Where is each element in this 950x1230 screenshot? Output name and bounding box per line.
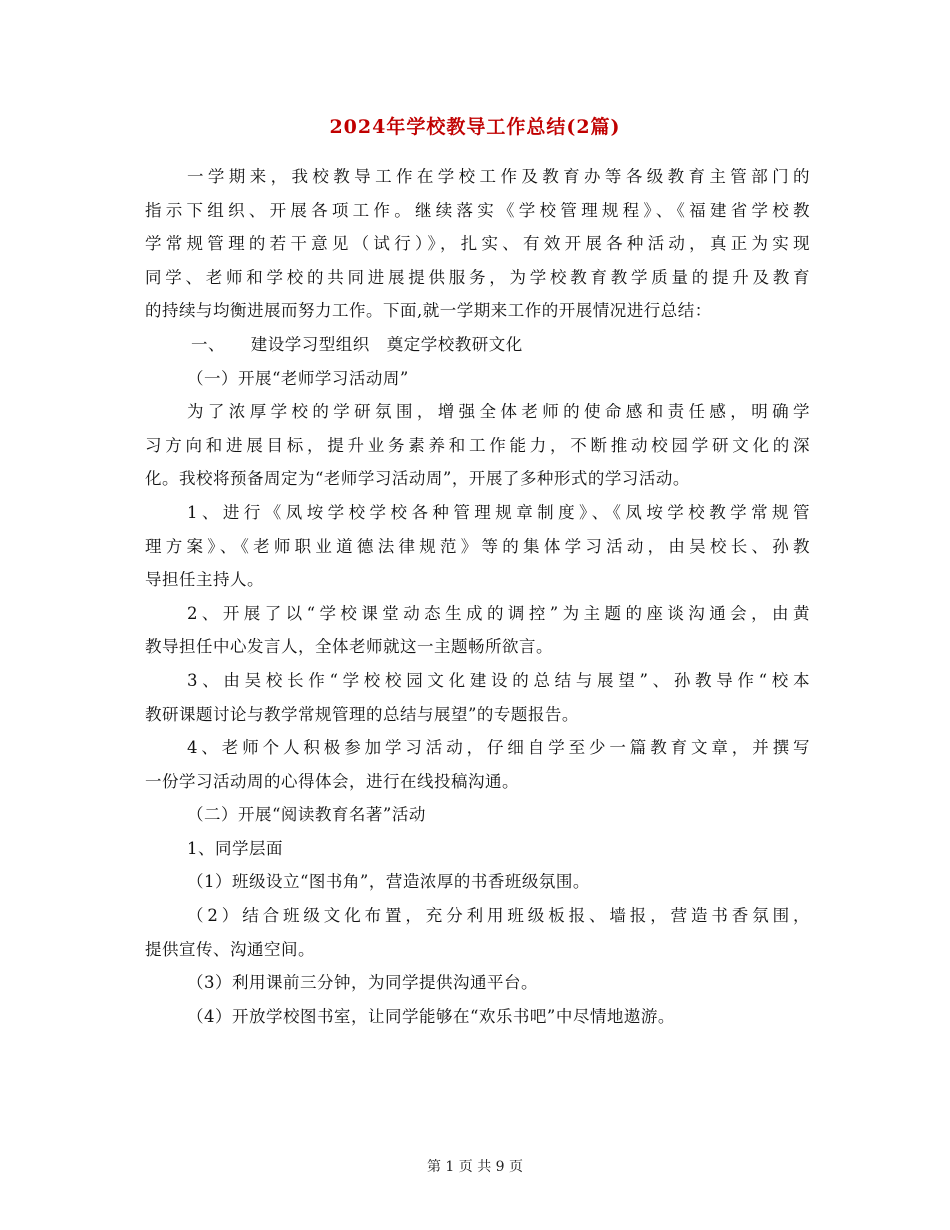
paragraph-line: 一份学习活动周的心得体会，进行在线投稿沟通。: [145, 771, 519, 791]
list-item: （1）班级设立“图书角”，营造浓厚的书香班级氛围。: [187, 872, 590, 892]
paragraph-line: 习方向和进展目标，提升业务素养和工作能力，不断推动校园学研文化的深: [145, 435, 810, 455]
paragraph-line: 理方案》、《老师职业道德法律规范》等的集体学习活动，由吴校长、孙教: [145, 536, 810, 556]
paragraph-line: 教研课题讨论与教学常规管理的总结与展望”的专题报告。: [145, 704, 579, 724]
list-heading: 1、同学层面: [187, 838, 283, 858]
paragraph-line: 导担任主持人。: [145, 570, 264, 590]
paragraph-line: 同学、老师和学校的共同进展提供服务，为学校教育教学质量的提升及教育: [145, 267, 810, 287]
list-item-continuation: 提供宣传、沟通空间。: [145, 939, 315, 959]
document-body: [145, 160, 810, 1033]
paragraph-line: 一学期来，我校教导工作在学校工作及教育办等各级教育主管部门的: [187, 167, 810, 186]
subsection-heading: （二）开展“阅读教育名著”活动: [187, 805, 426, 825]
list-item: （4）开放学校图书室，让同学能够在“欢乐书吧”中尽情地遨游。: [187, 1006, 675, 1026]
paragraph-line: 4、老师个人积极参加学习活动，仔细自学至少一篇教育文章，并撰写: [187, 738, 810, 758]
document-title: 2024年学校教导工作总结(2篇): [329, 116, 621, 138]
section-heading: 一、 建设学习型组织 奠定学校教研文化: [191, 334, 523, 354]
paragraph-line: 化。我校将预备周定为“老师学习活动周”，开展了多种形式的学习活动。: [145, 469, 690, 489]
paragraph-line: 的持续与均衡进展而努力工作。下面,就一学期来工作的开展情况进行总结：: [145, 301, 712, 321]
paragraph-line: 学常规管理的若干意见（试行）》，扎实、有效开展各种活动，真正为实现: [145, 234, 810, 254]
paragraph-line: 教导担任中心发言人，全体老师就这一主题畅所欲言。: [145, 637, 553, 657]
paragraph-line: 3、由吴校长作“学校校园文化建设的总结与展望”、孙教导作“校本: [187, 670, 810, 690]
subsection-heading: （一）开展“老师学习活动周”: [187, 368, 409, 388]
paragraph-line: 指示下组织、开展各项工作。继续落实《学校管理规程》、《福建省学校教: [145, 200, 810, 220]
paragraph-line: 2、开展了以“学校课堂动态生成的调控”为主题的座谈沟通会，由黄: [187, 603, 810, 623]
list-item: （3）利用课前三分钟，为同学提供沟通平台。: [187, 973, 538, 993]
paragraph-line: 为了浓厚学校的学研氛围，增强全体老师的使命感和责任感，明确学: [187, 402, 810, 422]
list-item: （2）结合班级文化布置，充分利用班级板报、墙报，营造书香氛围，: [187, 906, 810, 926]
paragraph-line: 1、进行《凤垵学校学校各种管理规章制度》、《凤垵学校教学常规管: [187, 502, 810, 522]
page-footer: 第 1 页 共 9 页: [426, 1159, 524, 1175]
